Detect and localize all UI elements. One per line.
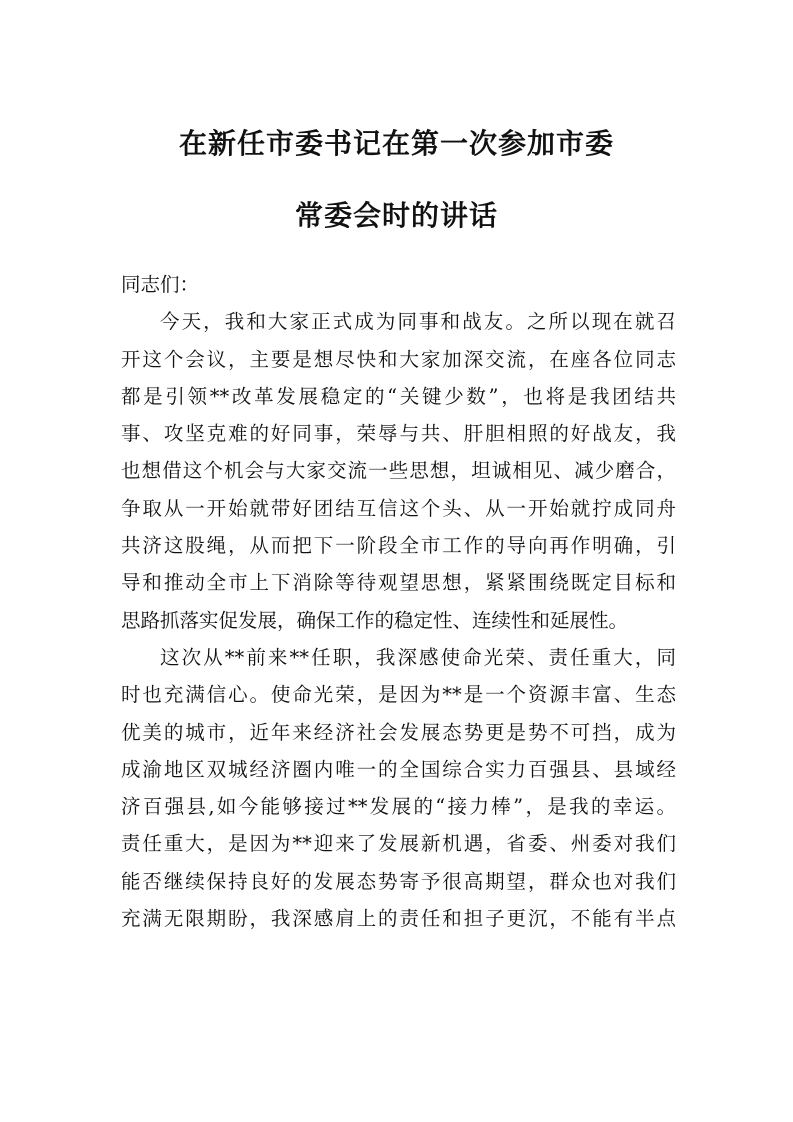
greeting: 同志们： (121, 273, 200, 296)
paragraph-line: 济百强县,如今能够接过**发展的“接力棒”，是我的幸运。 (121, 795, 676, 819)
paragraph-line: 都是引领**改革发展稳定的“关键少数”，也将是我团结共 (121, 384, 676, 408)
document-body (121, 266, 676, 937)
paragraph-line: 也想借这个机会与大家交流一些思想，坦诚相见、减少磨合， (121, 459, 676, 483)
paragraph-line: 事、攻坚克难的好同事，荣辱与共、肝胆相照的好战友，我 (121, 422, 676, 446)
document-title-line-1: 在新任市委书记在第一次参加市委 (178, 127, 614, 160)
paragraph-line: 能否继续保持良好的发展态势寄予很高期望，群众也对我们 (121, 869, 676, 893)
paragraph-line: 优美的城市，近年来经济社会发展态势更是势不可挡，成为 (121, 720, 676, 744)
paragraph-line: 充满无限期盼，我深感肩上的责任和担子更沉，不能有半点 (121, 907, 676, 931)
paragraph-1 (121, 303, 676, 639)
paragraph-line: 导和推动全市上下消除等待观望思想，紧紧围绕既定目标和 (121, 571, 676, 595)
paragraph-line: 思路抓落实促发展，确保工作的稳定性、连续性和延展性。 (121, 608, 629, 632)
paragraph-line: 共济这股绳，从而把下一阶段全市工作的导向再作明确，引 (121, 534, 676, 558)
paragraph-line: 开这个会议，主要是想尽快和大家加深交流，在座各位同志 (121, 347, 676, 371)
paragraph-2 (121, 639, 676, 937)
paragraph-line: 时也充满信心。使命光荣，是因为**是一个资源丰富、生态 (121, 683, 676, 707)
paragraph-line: 这次从**前来**任职，我深感使命光荣、责任重大，同 (160, 645, 676, 669)
paragraph-line: 成渝地区双城经济圈内唯一的全国综合实力百强县、县域经 (121, 757, 676, 781)
paragraph-line: 责任重大，是因为**迎来了发展新机遇，省委、州委对我们 (121, 832, 676, 856)
paragraph-line: 争取从一开始就带好团结互信这个头、从一开始就拧成同舟 (121, 496, 676, 520)
document-title-line-2: 常委会时的讲话 (294, 199, 498, 232)
paragraph-line: 今天，我和大家正式成为同事和战友。之所以现在就召 (160, 310, 676, 334)
